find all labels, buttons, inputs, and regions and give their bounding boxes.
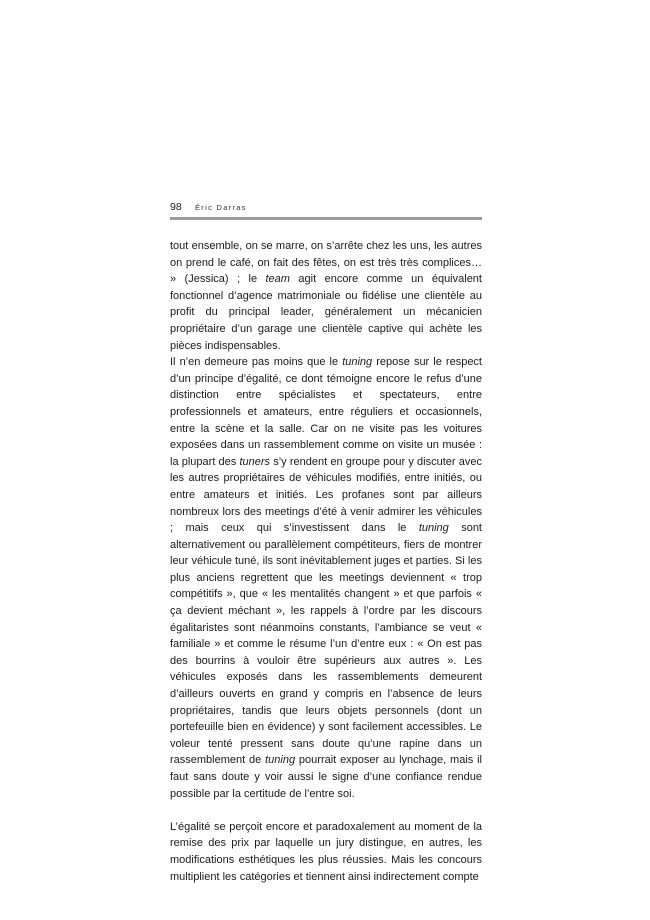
italic-term: tuning (265, 754, 296, 767)
header-rule (170, 217, 482, 220)
italic-term: tuning (418, 522, 449, 535)
paragraph (170, 819, 482, 885)
text-run: tout ensemble, on se marre, on s’arrête chez les uns, les autres on prend le café, on fait des fêtes, on est très très complices… » (Jessica) ; le (170, 240, 482, 286)
page-header (170, 198, 482, 218)
text-run: L’égalité se perçoit encore et paradoxalement au moment de la remise des prix par laquelle un jury distingue, en autres, les modifications esthétiques les plus réussies. Mais les concours multiplient les catégories et tiennent ainsi indirectement compte (170, 820, 482, 883)
italic-term: tuners (239, 455, 271, 468)
body-text (170, 238, 482, 885)
page-number: 98 (170, 201, 182, 213)
text-run: Il n’en demeure pas moins que le (170, 356, 343, 369)
text-run: agit encore comme un équivalent fonctionnel d’agence matrimoniale ou fidélise une clientèle au profit du principal leader, généralement un mécanicien propriétaire d’un garage une clientèle captive qui achète les pièces indispensables. (170, 273, 482, 352)
paragraph (170, 238, 482, 354)
text-run: pourrait exposer au lynchage, mais il faut sans doute y voir aussi le signe d’une confiance rendue possible par la certitude de l’entre soi. (170, 754, 482, 800)
text-run: repose sur le respect d’un principe d’égalité, ce dont témoigne encore le refus d’une distinction entre spécialistes et spectateurs, entre professionnels et amateurs, entre réguliers et occasionnels, entre la scène et la salle. Car on ne visite pas les voitures exposées dans un rassemblement comme on visite un musée : la plupart des (170, 356, 482, 468)
italic-term: team (265, 273, 290, 286)
paragraph (170, 354, 482, 802)
italic-term: tuning (342, 356, 373, 369)
text-run: sont alternativement ou parallèlement compétiteurs, fiers de montrer leur véhicule tuné, ils sont inévitablement juges et parties. Si les plus anciens regrettent que les meetings deviennent « trop compétitifs », que « les mentalités changent » et que parfois « ça devient méchant », les rappels à l’ordre par les discours égalitaristes sont néanmoins constants, l’ambiance se veut « familiale » et comme le résume l’un d’entre eux : « On est pas des bourrins à vouloir être supérieurs aux autres ». Les véhicules exposés dans les rassemblements demeurent d’ailleurs ouverts en grand y compris en l’absence de leurs propriétaires, tandis que leurs objets personnels (dont un portefeuille bien en évidence) y sont facilement accessibles. Le voleur tenté pressent sans doute qu’une rapine dans un rassemblement de (170, 522, 482, 767)
running-head-author: Éric Darras (195, 203, 247, 212)
text-run: s’y rendent en groupe pour y discuter avec les autres propriétaires de véhicules modifiés, entre initiés, ou entre amateurs et initiés. Les profanes sont par ailleurs nombreux lors des meetings d’été à venir admirer les véhicules ; mais ceux qui s’investissent dans le (170, 455, 482, 535)
